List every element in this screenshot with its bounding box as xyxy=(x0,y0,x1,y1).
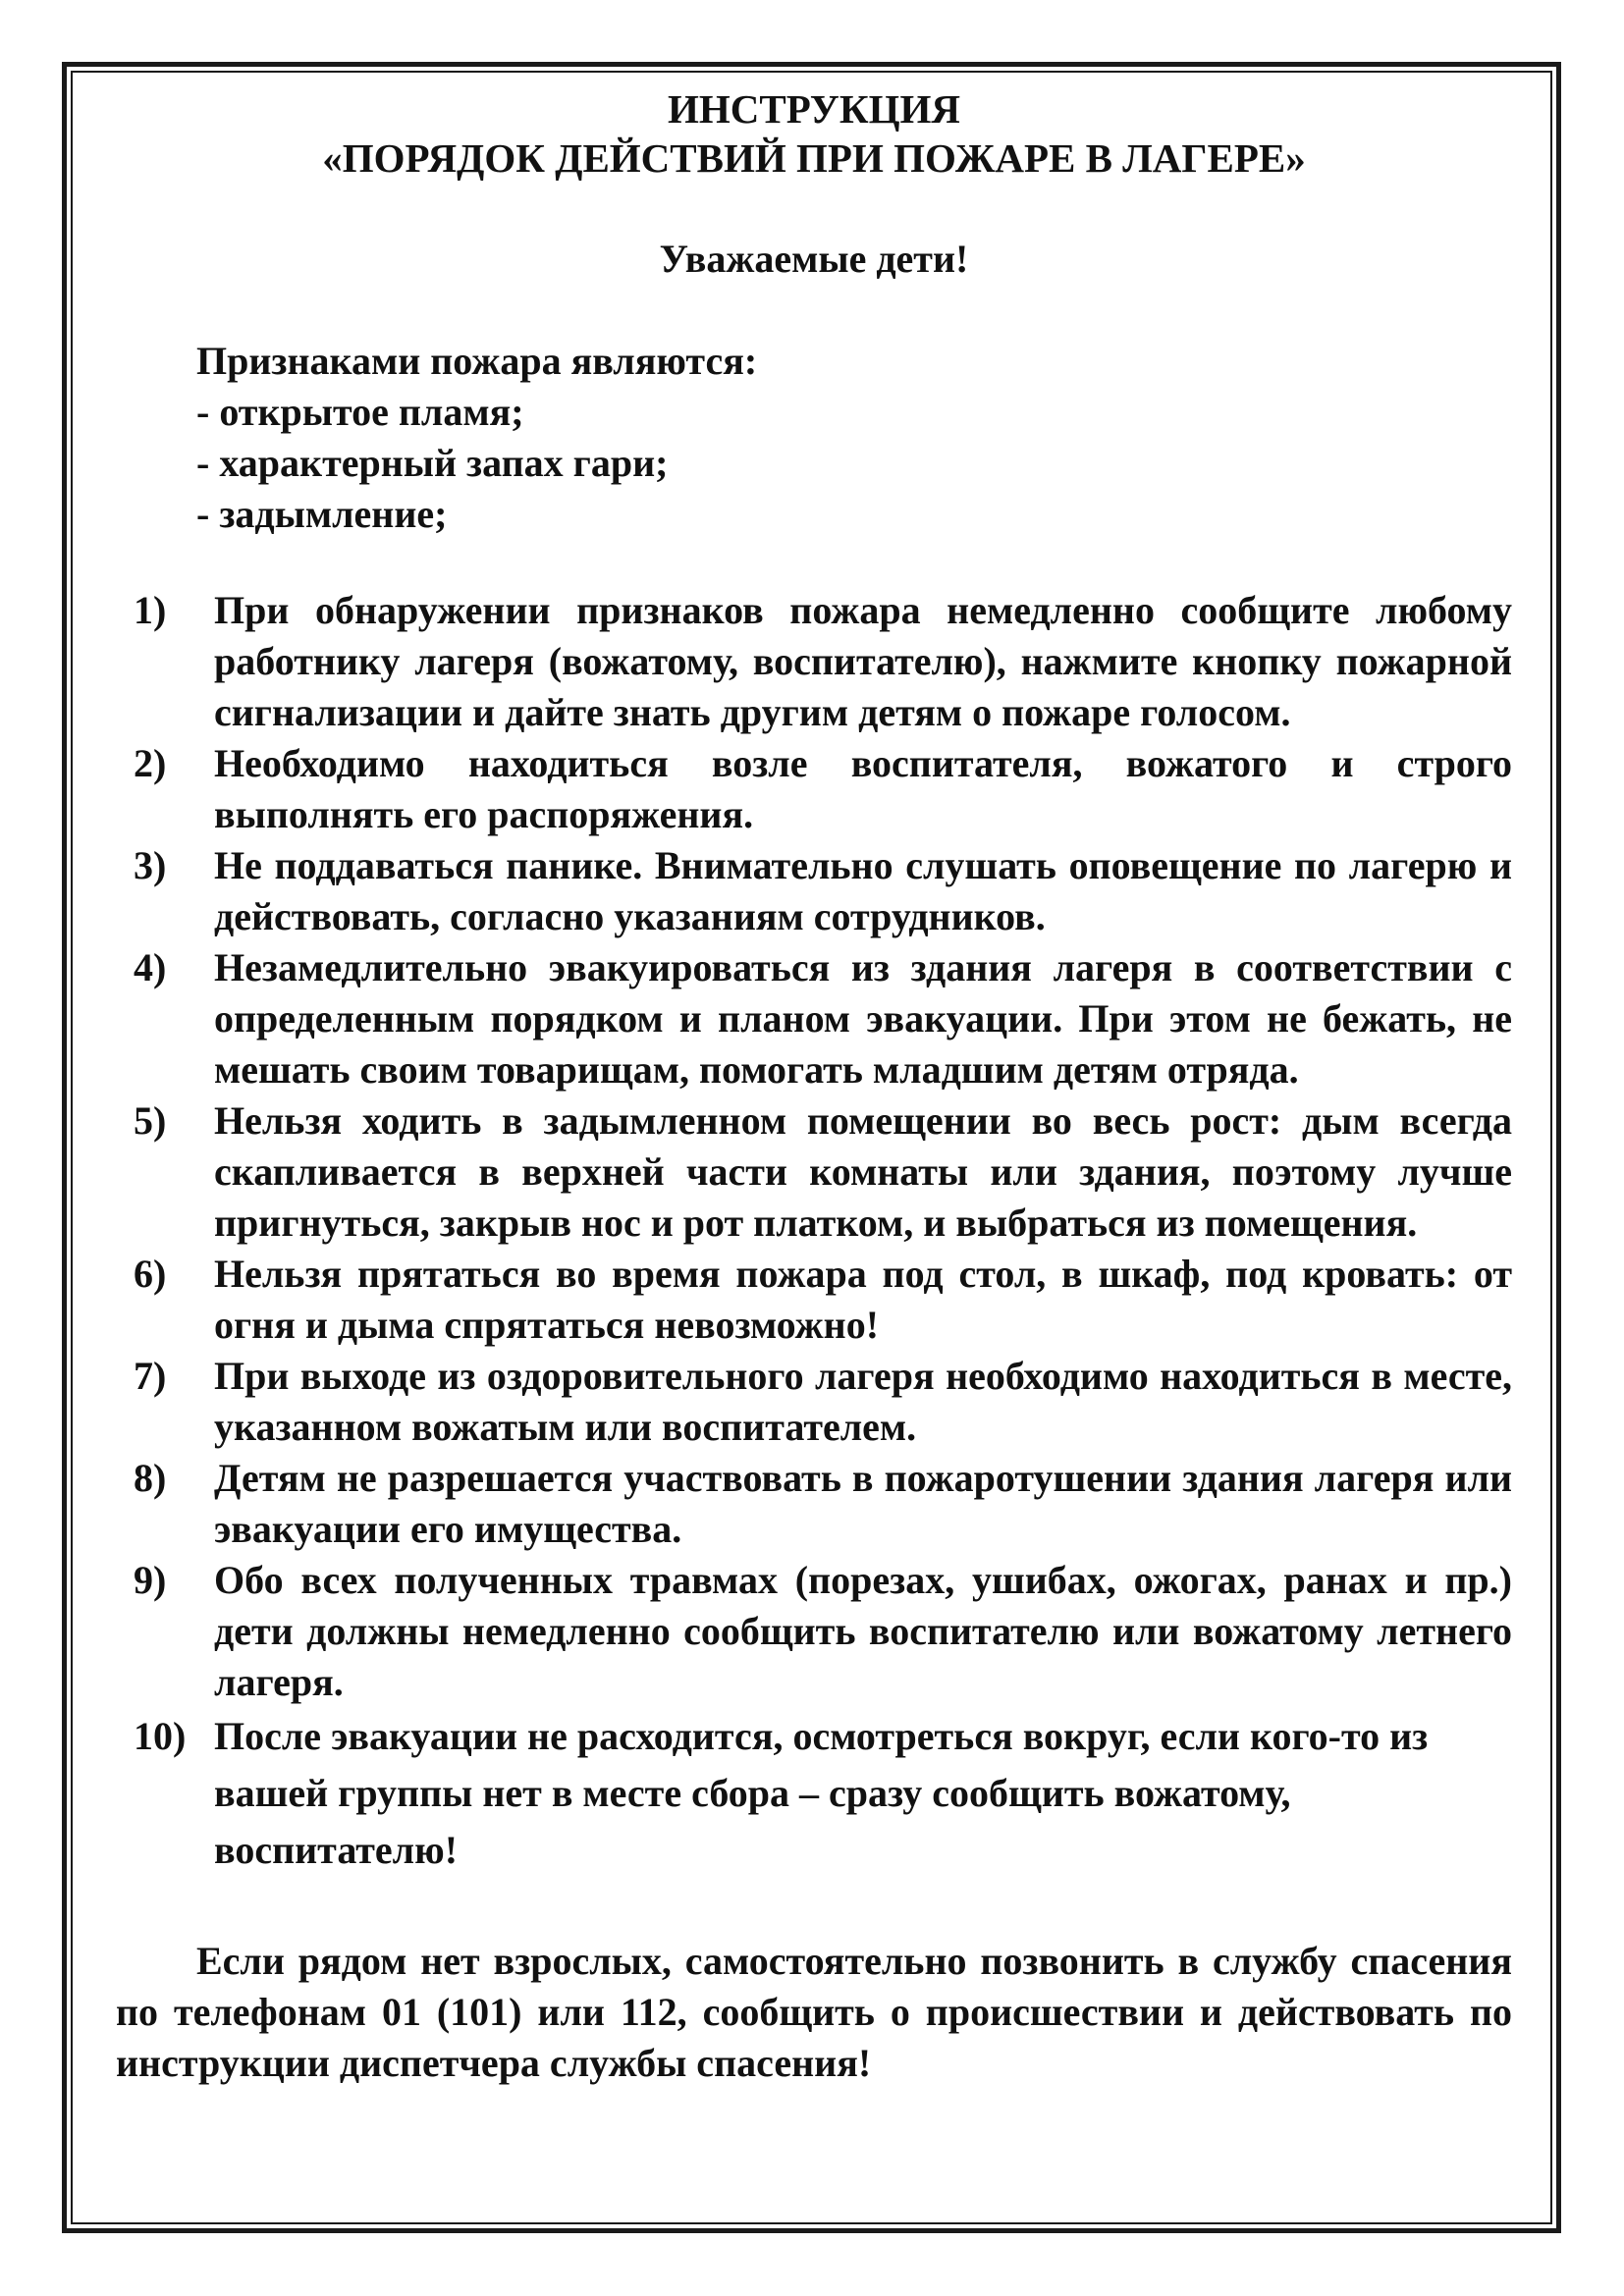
rules-list xyxy=(116,585,1512,1879)
rule-item xyxy=(116,1351,1512,1453)
rule-text: После эвакуации не расходится, осмотреться вокруг, если кого-то из вашей группы нет в месте сбора – сразу сообщить вожатому, воспитателю! xyxy=(214,1714,1429,1872)
fire-signs xyxy=(196,336,1512,540)
final-note: Если рядом нет взрослых, самостоятельно позвонить в службу спасения по телефонам 01 (101) или 112, сообщить о происшествии и действовать по инструкции диспетчера службы спасения! xyxy=(116,1939,1512,2085)
rule-text: Детям не разрешается участвовать в пожаротушении здания лагеря или эвакуации его имущества. xyxy=(214,1456,1512,1551)
rule-text: Не поддаваться панике. Внимательно слушать оповещение по лагерю и действовать, согласно указаниям сотрудников. xyxy=(214,843,1512,938)
rule-item xyxy=(116,942,1512,1095)
rule-item xyxy=(116,1708,1512,1879)
rule-number: 3) xyxy=(134,843,167,887)
rule-text: Незамедлительно эвакуироваться из здания лагеря в соответствии с определенным порядком и планом эвакуации. При этом не бежать, не мешать своим товарищам, помогать младшим детям отряда. xyxy=(214,945,1512,1092)
rule-number: 6) xyxy=(134,1252,167,1296)
rule-number: 1) xyxy=(134,588,167,632)
fire-signs-heading: Признаками пожара являются: xyxy=(196,339,758,383)
rule-number: 2) xyxy=(134,741,167,785)
greeting: Уважаемые дети! xyxy=(659,237,969,281)
rule-text: Нельзя ходить в задымленном помещении во весь рост: дым всегда скапливается в верхней части комнаты или здания, поэтому лучше пригнуться, закрыв нос и рот платком, и выбраться из помещения. xyxy=(214,1098,1512,1245)
fire-sign-item: - характерный запах гари; xyxy=(196,441,669,485)
rule-number: 10) xyxy=(134,1714,187,1758)
title-line-1: ИНСТРУКЦИЯ xyxy=(668,86,960,132)
rule-item xyxy=(116,840,1512,942)
fire-sign-item: - открытое пламя; xyxy=(196,390,524,434)
rule-number: 5) xyxy=(134,1098,167,1143)
fire-sign-item: - задымление; xyxy=(196,492,448,536)
rule-item xyxy=(116,585,1512,738)
rule-item xyxy=(116,1249,1512,1351)
rule-text: При выходе из оздоровительного лагеря необходимо находиться в месте, указанном вожатым или воспитателем. xyxy=(214,1354,1512,1449)
rule-number: 8) xyxy=(134,1456,167,1500)
rule-text: При обнаружении признаков пожара немедленно сообщите любому работнику лагеря (вожатому, воспитателю), нажмите кнопку пожарной сигнализации и дайте знать другим детям о пожаре голосом. xyxy=(214,588,1512,734)
rule-item xyxy=(116,1453,1512,1555)
rule-text: Обо всех полученных травмах (порезах, ушибах, ожогах, ранах и пр.) дети должны немедленно сообщить воспитателю или вожатому летнего лагеря. xyxy=(214,1558,1512,1704)
rule-item xyxy=(116,738,1512,840)
rule-text: Необходимо находиться возле воспитателя, вожатого и строго выполнять его распоряжения. xyxy=(214,741,1512,836)
document-body xyxy=(116,84,1512,2089)
title-line-2: «ПОРЯДОК ДЕЙСТВИЙ ПРИ ПОЖАРЕ В ЛАГЕРЕ» xyxy=(322,135,1306,181)
rule-number: 4) xyxy=(134,945,167,989)
rule-item xyxy=(116,1095,1512,1249)
rule-number: 9) xyxy=(134,1558,167,1602)
rule-number: 7) xyxy=(134,1354,167,1398)
rule-item xyxy=(116,1555,1512,1708)
rule-text: Нельзя прятаться во время пожара под стол, в шкаф, под кровать: от огня и дыма спрятаться невозможно! xyxy=(214,1252,1512,1347)
document-title xyxy=(116,84,1512,183)
